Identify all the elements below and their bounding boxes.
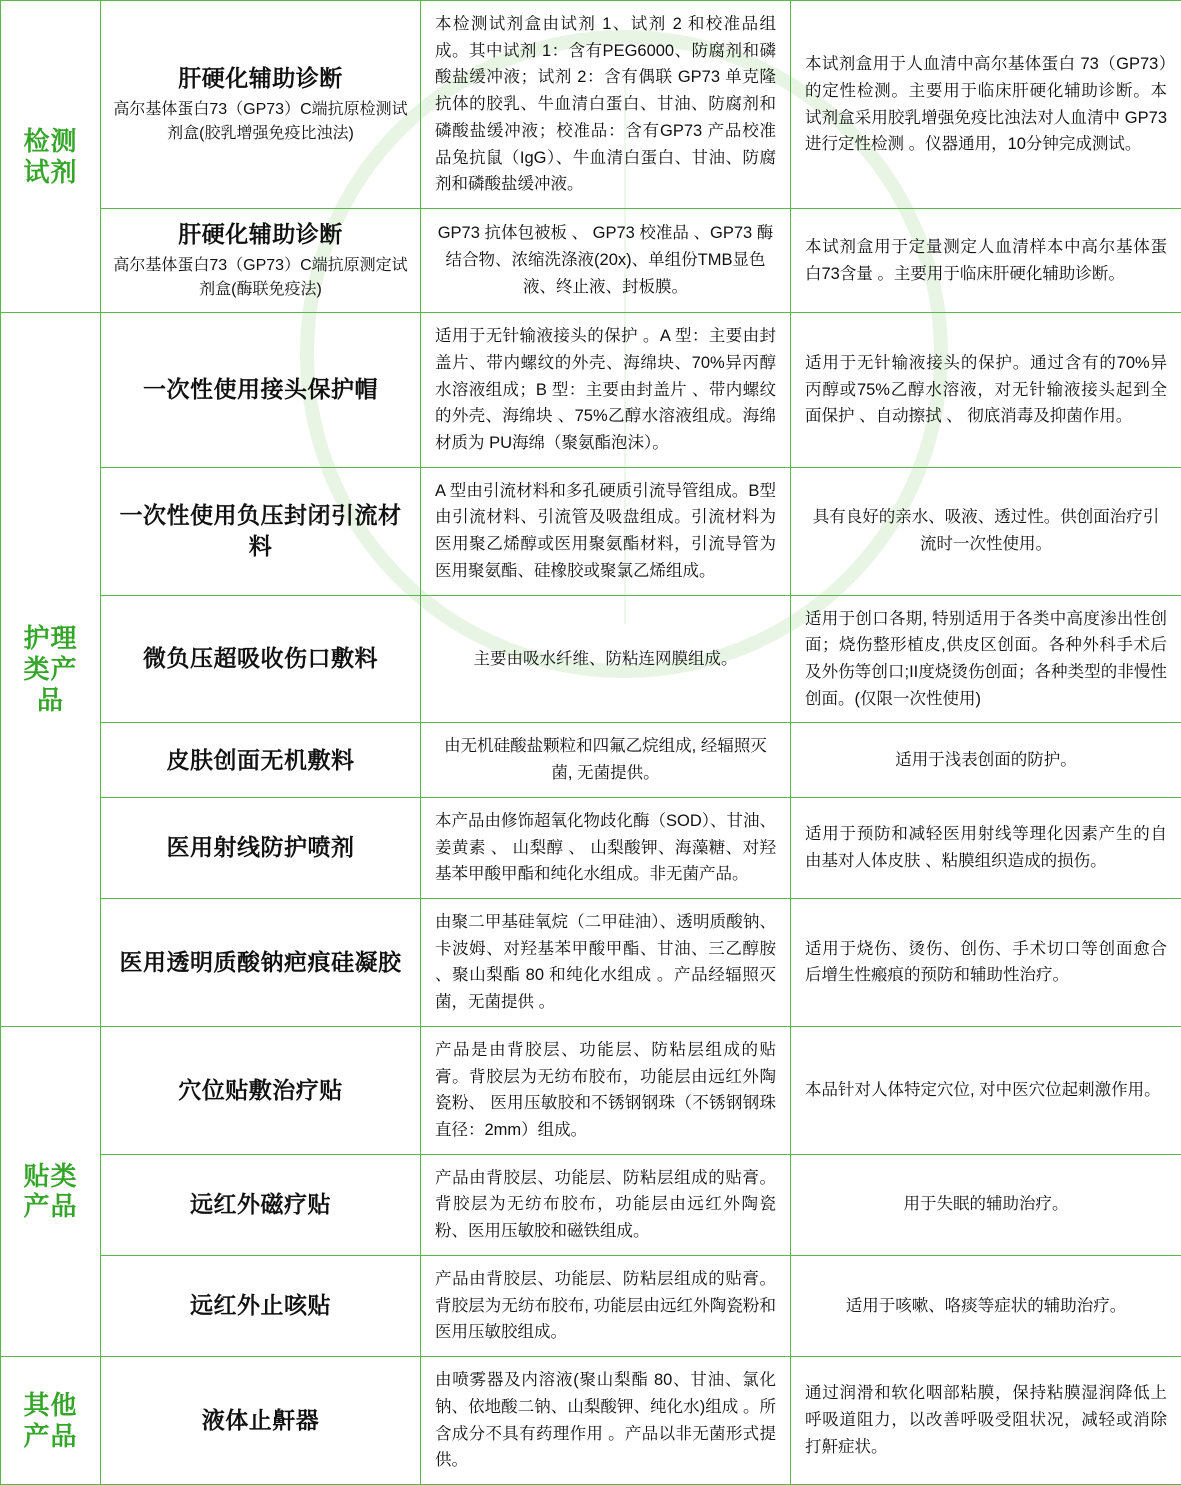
usage-cell: 适用于浅表创面的防护。 — [791, 723, 1181, 797]
composition-cell: 本检测试剂盒由试剂 1、试剂 2 和校准品组成。其中试剂 1：含有PEG6000、防腐剂和磷酸盐缓冲液；试剂 2：含有偶联 GP73 单克隆抗体的胶乳、牛血清白蛋白、甘油、防腐剂和磷酸盐缓冲液；校准品：含有GP73 产品校准品兔抗鼠（IgG）、牛血清白蛋白、甘油、防腐剂和磷酸盐缓冲液。 — [421, 1, 791, 209]
composition-cell: 由聚二甲基硅氧烷（二甲硅油）、透明质酸钠、卡波姆、对羟基苯甲酸甲酯、甘油、三乙醇胺 、聚山梨酯 80 和纯化水组成 。产品经辐照灭菌，无菌提供 。 — [421, 899, 791, 1027]
table-row — [1, 209, 1181, 313]
table-row — [1, 1026, 1181, 1154]
usage-cell: 用于失眠的辅助治疗。 — [791, 1154, 1181, 1255]
table-row — [1, 595, 1181, 723]
product-name-main: 皮肤创面无机敷料 — [113, 745, 408, 776]
product-name-cell — [101, 723, 421, 797]
table-row — [1, 1154, 1181, 1255]
product-name-main: 一次性使用负压封闭引流材料 — [113, 500, 408, 562]
product-name-cell — [101, 1026, 421, 1154]
table-row — [1, 1, 1181, 209]
product-name-cell — [101, 1357, 421, 1485]
composition-cell: A 型由引流材料和多孔硬质引流导管组成。B型由引流材料、引流管及吸盘组成。引流材料为医用聚乙烯醇或医用聚氨酯材料，引流导管为医用聚氨酯、硅橡胶或聚氯乙烯组成。 — [421, 467, 791, 595]
category-label: 护理类产品 — [15, 623, 86, 715]
product-name-main: 远红外止咳贴 — [113, 1290, 408, 1321]
usage-cell: 通过润滑和软化咽部粘膜，保持粘膜湿润降低上呼吸道阻力，以改善呼吸受阻状况，减轻或消除打鼾症状。 — [791, 1357, 1181, 1485]
composition-cell: 产品由背胶层、功能层、防粘层组成的贴膏。背胶层为无纺布胶布，功能层由远红外陶瓷粉、医用压敏胶和磁铁组成。 — [421, 1154, 791, 1255]
product-name-main: 液体止鼾器 — [113, 1405, 408, 1436]
table-row — [1, 1357, 1181, 1485]
category-cell — [1, 1357, 101, 1485]
product-name-main: 医用透明质酸钠疤痕硅凝胶 — [113, 947, 408, 978]
product-name-sub: 高尔基体蛋白73（GP73）C端抗原测定试剂盒(酶联免疫法) — [113, 254, 408, 302]
usage-cell: 适用于咳嗽、咯痰等症状的辅助治疗。 — [791, 1255, 1181, 1356]
usage-cell: 具有良好的亲水、吸液、透过性。供创面治疗引流时一次性使用。 — [791, 467, 1181, 595]
category-cell — [1, 313, 101, 1027]
usage-cell: 适用于创口各期, 特别适用于各类中高度渗出性创面；烧伤整形植皮,供皮区创面。各种外科手术后及外伤等创口;II度烧烫伤创面；各种类型的非慢性创面。(仅限一次性使用) — [791, 595, 1181, 723]
table-row — [1, 313, 1181, 468]
composition-cell: 主要由吸水纤维、防粘连网膜组成。 — [421, 595, 791, 723]
table-row — [1, 467, 1181, 595]
usage-cell: 本试剂盒用于人血清中高尔基体蛋白 73（GP73）的定性检测。主要用于临床肝硬化辅助诊断。本试剂盒采用胶乳增强免疫比浊法对人血清中 GP73 进行定性检测 。仪器通用，10分钟完成测试。 — [791, 1, 1181, 209]
category-label: 贴类产品 — [15, 1161, 86, 1222]
category-label: 检测试剂 — [15, 126, 86, 187]
product-name-main: 一次性使用接头保护帽 — [113, 374, 408, 405]
product-name-main: 远红外磁疗贴 — [113, 1189, 408, 1220]
product-name-main: 微负压超吸收伤口敷料 — [113, 643, 408, 674]
category-cell — [1, 1026, 101, 1356]
composition-cell: 产品由背胶层、功能层、防粘层组成的贴膏。背胶层为无纺布胶布, 功能层由远红外陶瓷粉和医用压敏胶组成。 — [421, 1255, 791, 1356]
composition-cell: 由喷雾器及内溶液(聚山梨酯 80、甘油、氯化钠、依地酸二钠、山梨酸钾、纯化水)组成 。所含成分不具有药理作用 。产品以非无菌形式提供。 — [421, 1357, 791, 1485]
product-name-main: 穴位贴敷治疗贴 — [113, 1075, 408, 1106]
product-name-cell — [101, 209, 421, 313]
product-name-cell — [101, 1255, 421, 1356]
product-name-cell — [101, 313, 421, 468]
composition-cell: 产品是由背胶层、功能层、防粘层组成的贴膏。背胶层为无纺布胶布，功能层由远红外陶瓷粉、 医用压敏胶和不锈钢钢珠（不锈钢钢珠直径：2mm）组成。 — [421, 1026, 791, 1154]
usage-cell: 本品针对人体特定穴位, 对中医穴位起刺激作用。 — [791, 1026, 1181, 1154]
product-name-cell — [101, 1154, 421, 1255]
composition-cell: GP73 抗体包被板 、 GP73 校准品 、GP73 酶结合物、浓缩洗涤液(20x)、单组份TMB显色液、终止液、封板膜。 — [421, 209, 791, 313]
product-name-cell — [101, 899, 421, 1027]
product-name-main: 肝硬化辅助诊断 — [113, 219, 408, 250]
usage-cell: 适用于烧伤、烫伤、创伤、手术切口等创面愈合后增生性瘢痕的预防和辅助性治疗。 — [791, 899, 1181, 1027]
product-name-main: 肝硬化辅助诊断 — [113, 63, 408, 94]
product-name-cell — [101, 595, 421, 723]
table-row — [1, 797, 1181, 898]
usage-cell: 适用于预防和减轻医用射线等理化因素产生的自由基对人体皮肤 、粘膜组织造成的损伤。 — [791, 797, 1181, 898]
composition-cell: 适用于无针输液接头的保护 。A 型：主要由封盖片、带内螺纹的外壳、海绵块、70%异丙醇水溶液组成；B 型：主要由封盖片 、带内螺纹的外壳、海绵块 、75%乙醇水溶液组成。海绵材质为 PU海绵（聚氨酯泡沫）。 — [421, 313, 791, 468]
table-row — [1, 723, 1181, 797]
product-name-cell — [101, 467, 421, 595]
composition-cell: 本产品由修饰超氧化物歧化酶（SOD）、甘油、姜黄素 、 山梨醇 、 山梨酸钾、海藻糖、对羟基苯甲酸甲酯和纯化水组成。非无菌产品。 — [421, 797, 791, 898]
category-cell — [1, 1, 101, 313]
usage-cell: 适用于无针输液接头的保护。通过含有的70%异丙醇或75%乙醇水溶液，对无针输液接头起到全面保护 、自动擦拭 、 彻底消毒及抑菌作用。 — [791, 313, 1181, 468]
table-row — [1, 1255, 1181, 1356]
table-row — [1, 899, 1181, 1027]
usage-cell: 本试剂盒用于定量测定人血清样本中高尔基体蛋白73含量 。主要用于临床肝硬化辅助诊断。 — [791, 209, 1181, 313]
composition-cell: 由无机硅酸盐颗粒和四氟乙烷组成, 经辐照灭菌, 无菌提供。 — [421, 723, 791, 797]
product-name-main: 医用射线防护喷剂 — [113, 832, 408, 863]
product-name-cell — [101, 797, 421, 898]
product-name-sub: 高尔基体蛋白73（GP73）C端抗原检测试剂盒(胶乳增强免疫比浊法) — [113, 98, 408, 146]
product-name-cell — [101, 1, 421, 209]
category-label: 其他产品 — [15, 1390, 86, 1451]
